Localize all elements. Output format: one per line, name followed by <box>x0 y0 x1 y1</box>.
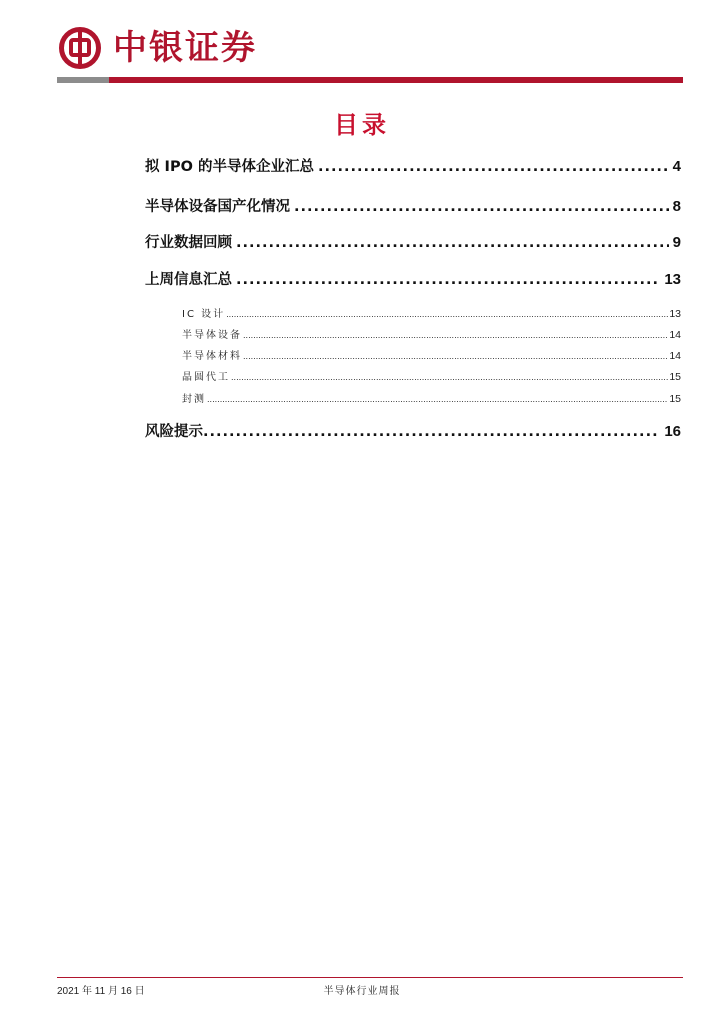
toc-entry[interactable] <box>145 421 681 443</box>
toc-subentry-label: 半导体设备 <box>182 330 242 341</box>
toc-leader-dots <box>318 156 669 178</box>
footer-date: 2021 年 11 月 16 日 <box>57 986 145 997</box>
toc-leader-dots <box>236 269 660 291</box>
toc-leader-dots <box>207 392 668 408</box>
toc-subentry-label: 半导体材料 <box>182 351 242 362</box>
toc-entry-label: 上周信息汇总 <box>145 272 232 288</box>
toc-subentry-label: IC 设计 <box>182 309 226 320</box>
toc-subentry[interactable] <box>182 369 681 385</box>
toc-entry-label: 半导体设备国产化情况 <box>145 199 290 215</box>
toc-subentry[interactable] <box>182 348 681 364</box>
toc-entry[interactable] <box>145 269 681 291</box>
toc-subentry-page: 14 <box>669 350 681 362</box>
toc-entry[interactable] <box>145 196 681 218</box>
toc-subentry-label: 封测 <box>182 394 206 405</box>
toc-entry-label: 风险提示 <box>145 424 203 440</box>
toc-leader-dots <box>294 196 669 218</box>
toc-entry-page: 9 <box>672 234 681 251</box>
toc-subentry-page: 15 <box>669 393 681 405</box>
toc-leader-dots <box>231 370 668 386</box>
toc-subentry[interactable] <box>182 391 681 407</box>
toc-entry-page: 4 <box>672 158 681 175</box>
toc-subentry[interactable] <box>182 327 681 343</box>
toc-entry-page: 8 <box>672 198 681 215</box>
toc-entry-label: 行业数据回顾 <box>145 235 232 251</box>
toc-subentry-page: 13 <box>669 308 681 320</box>
toc-leader-dots <box>243 349 668 365</box>
brand-name: 中银证券 <box>113 28 257 68</box>
toc-entry-page: 16 <box>664 423 681 440</box>
toc-leader-dots <box>243 328 668 344</box>
footer-rule <box>57 977 683 978</box>
footer-report-title: 半导体行业周报 <box>323 986 401 997</box>
toc-subentry-page: 15 <box>669 371 681 383</box>
toc-entry-label: 拟 IPO 的半导体企业汇总 <box>145 159 314 175</box>
toc-entry-page: 13 <box>664 271 681 288</box>
toc-entry[interactable] <box>145 232 681 254</box>
toc-subentry-page: 14 <box>669 329 681 341</box>
toc-title: 目录 <box>334 111 390 139</box>
toc-subentry[interactable] <box>182 306 681 322</box>
toc-leader-dots <box>203 421 660 443</box>
toc-subentry-label: 晶圆代工 <box>182 372 230 383</box>
toc-leader-dots <box>226 307 668 323</box>
toc-leader-dots <box>236 232 669 254</box>
toc-entry[interactable] <box>145 156 681 178</box>
